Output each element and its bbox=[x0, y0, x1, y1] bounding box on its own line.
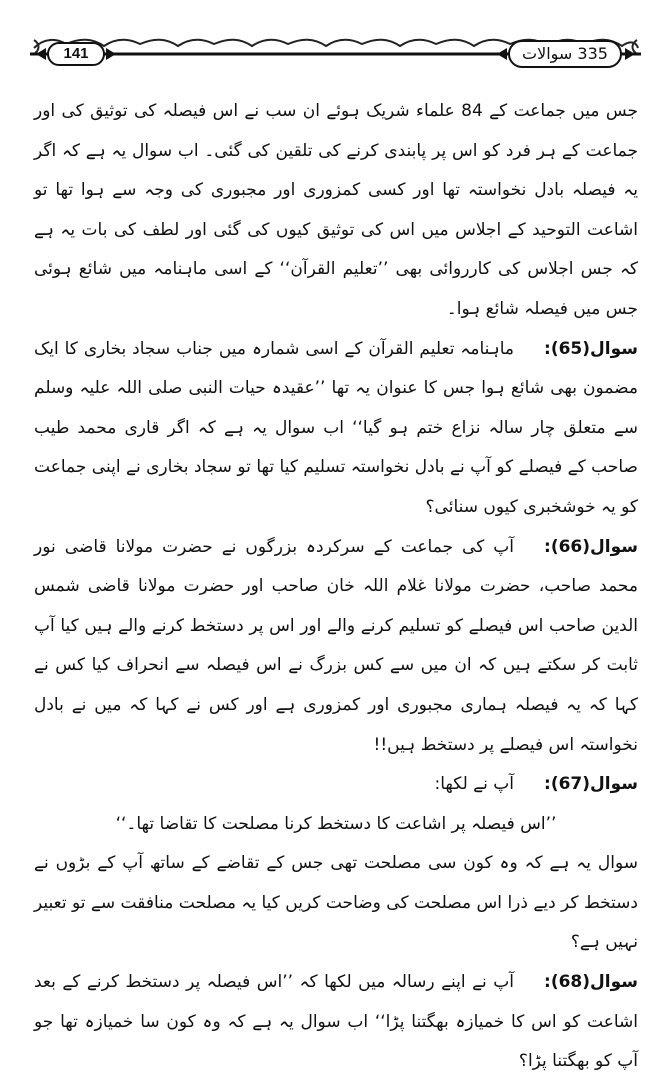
question-66 bbox=[34, 528, 638, 766]
page-body bbox=[34, 92, 638, 1082]
question-65-label: سوال(65): bbox=[544, 338, 638, 359]
question-68-text: آپ نے اپنے رسالہ میں لکھا کہ ’’اس فیصلہ پر دستخط کرنے کے بعد اشاعت کو اس کا خمیازہ بھگتنا پڑا‘‘ اب سوال یہ ہے کہ وہ کون سا خمیازہ تھا جو آپ کو بھگتنا پڑا؟ bbox=[34, 972, 638, 1072]
question-67-quote: ’’اس فیصلہ پر اشاعت کا دستخط کرنا مصلحت کا تقاضا تھا۔‘‘ bbox=[115, 813, 557, 834]
question-66-text: آپ کی جماعت کے سرکردہ بزرگوں نے حضرت مولانا قاضی نور محمد صاحب، حضرت مولانا غلام اللہ خان صاحب اور حضرت مولانا قاضی شمس الدین صاحب اس فیصلے کو تسلیم کرنے والے اور اس پر دستخط کرنے والے ہیں کیا آپ ثابت کر سکتے ہیں کہ ان میں سے کس بزرگ نے اس فیصلہ سے انحراف کیا کس نے کہا کہ یہ فیصلہ ہماری مجبوری اور کمزوری ہے اور کس نے کہا کہ میں نے بادل نخواستہ اس فیصلے پر دستخط ہیں!! bbox=[34, 536, 638, 755]
question-68-label: سوال(68): bbox=[544, 972, 638, 993]
question-67-followup: سوال یہ ہے کہ وہ کون سی مصلحت تھی جس کے تقاضے کے ساتھ آپ کے بڑوں نے دستخط کر دیے ذرا اس مصلحت کی وضاحت کریں کیا یہ مصلحت منافقت سے تو تعبیر نہیں ہے؟ bbox=[34, 853, 638, 953]
page-number: 141 bbox=[63, 45, 89, 62]
book-title: 335 سوالات bbox=[522, 44, 608, 63]
question-67-text: آپ نے لکھا: bbox=[434, 774, 515, 795]
question-65 bbox=[34, 330, 638, 528]
question-66-label: سوال(66): bbox=[544, 536, 638, 557]
question-67-label: سوال(67): bbox=[544, 774, 638, 795]
paragraph-intro: جس میں جماعت کے 84 علماء شریک ہوئے ان سب نے اس فیصلہ کی توثیق کی اور جماعت کے ہر فرد کو اس پر پابندی کرنے کی تلقین کی گئی۔ اب سوال یہ ہے کہ اگر یہ فیصلہ بادل نخواستہ تھا اور کسی کمزوری اور مجبوری کی وجہ سے ہوا تھا تو اشاعت التوحید کے اجلاس میں اس کی توثیق کیوں کی گئی اور لطف کی بات یہ ہے کہ جس اجلاس کی کارروائی بھی ’’تعلیم القرآن‘‘ کے اسی ماہنامہ میں شائع ہوئی جس میں فیصلہ شائع ہوا۔ bbox=[34, 101, 638, 319]
question-68 bbox=[34, 963, 638, 1082]
question-67 bbox=[34, 765, 638, 805]
question-65-text: ماہنامہ تعلیم القرآن کے اسی شمارہ میں جناب سجاد بخاری کا ایک مضمون بھی شائع ہوا جس کا عنوان یہ تھا ’’عقیدہ حیات النبی صلی اللہ علیہ وسلم سے متعلق چار سالہ نزاع ختم ہو گیا‘‘ اب سوال یہ ہے کہ اگر قاری محمد طیب صاحب کے فیصلے کو آپ نے بادل نخواستہ تسلیم کیا تھا تو سجاد بخاری نے اپنی جماعت کو یہ خوشخبری کیوں سنائی؟ bbox=[34, 338, 638, 517]
page-header bbox=[30, 34, 641, 74]
